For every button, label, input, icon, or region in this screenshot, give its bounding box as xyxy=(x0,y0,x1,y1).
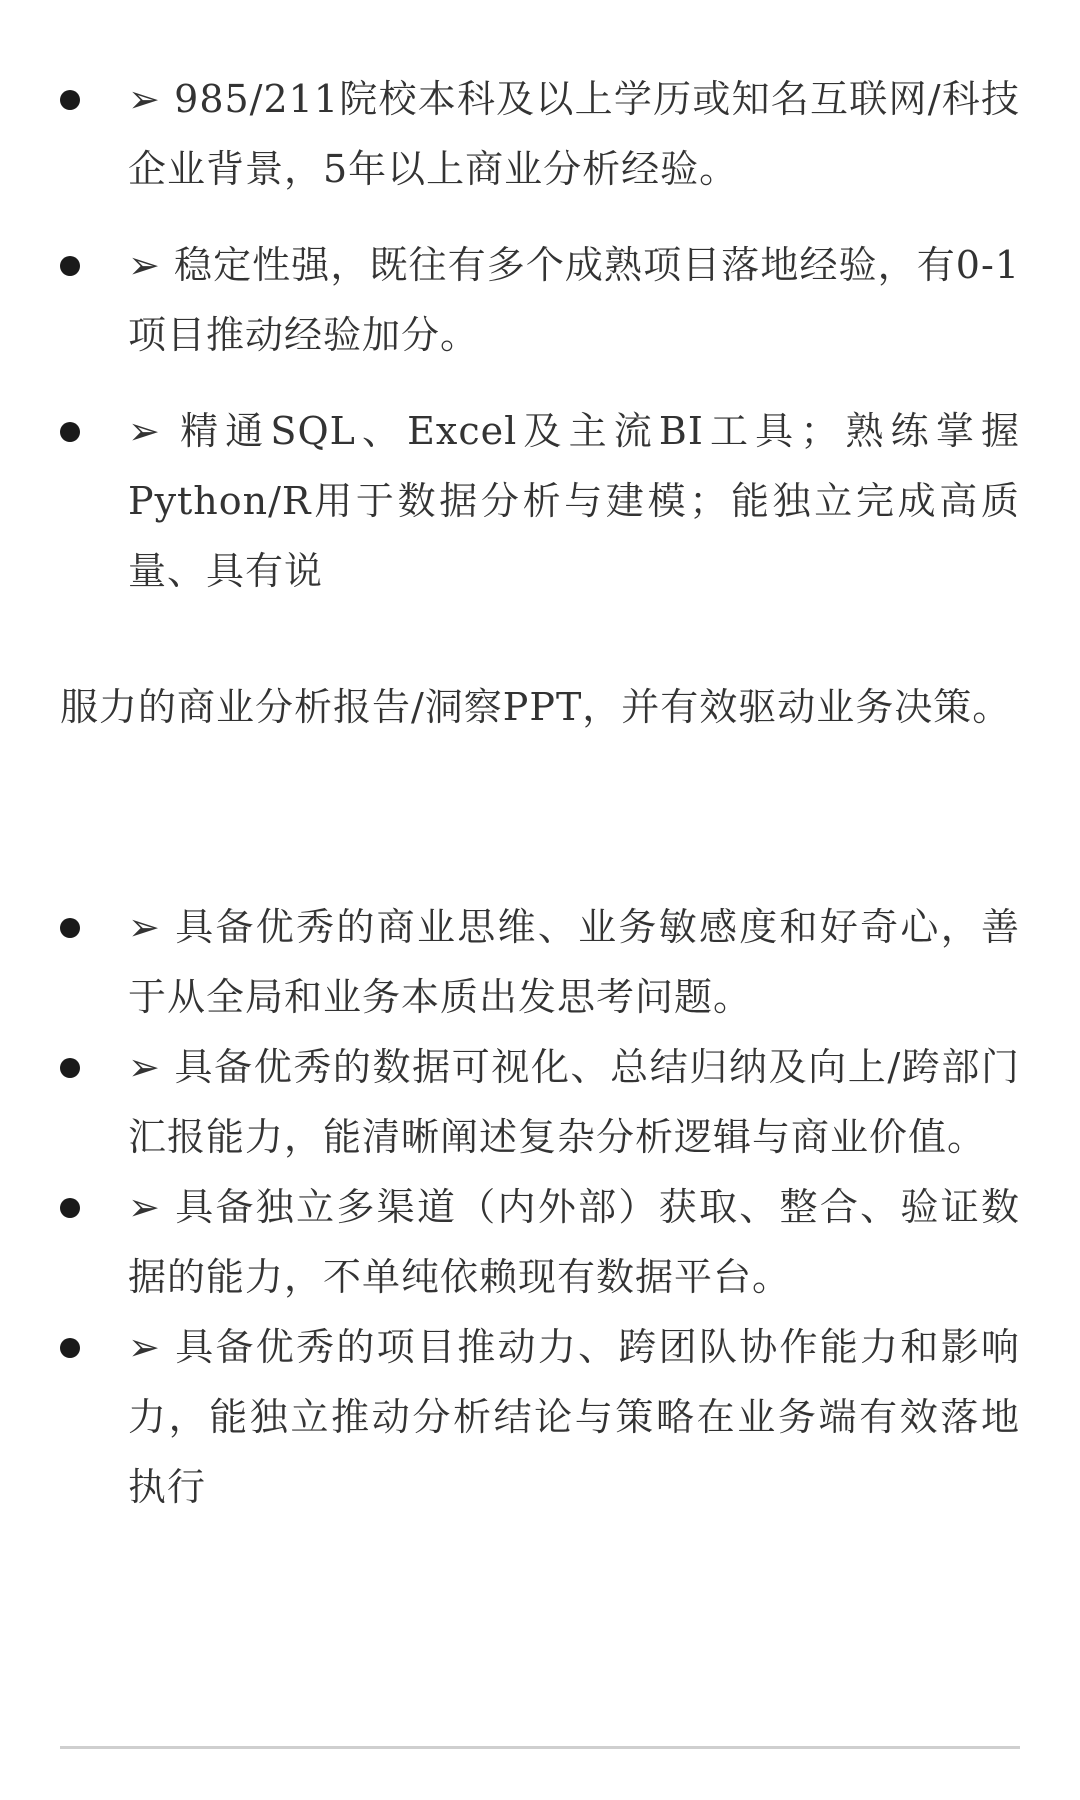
list-item-text: ➢ 精通SQL、Excel及主流BI工具；熟练掌握Python/R用于数据分析与建模；能独立完成高质量、具有说 xyxy=(128,409,1020,593)
continuation-paragraph: 服力的商业分析报告/洞察PPT，并有效驱动业务决策。 xyxy=(60,685,1012,729)
list-item-text: ➢ 985/211院校本科及以上学历或知名互联网/科技企业背景，5年以上商业分析经验。 xyxy=(128,77,1020,191)
list-item-text: ➢ 稳定性强，既往有多个成熟项目落地经验，有0-1项目推动经验加分。 xyxy=(128,243,1020,357)
bullet-dot-icon xyxy=(60,1338,80,1358)
list-item xyxy=(60,1312,1020,1522)
list-item xyxy=(60,892,1020,1032)
list-item-text: ➢ 具备优秀的商业思维、业务敏感度和好奇心，善于从全局和业务本质出发思考问题。 xyxy=(128,905,1020,1019)
section-divider xyxy=(60,1746,1020,1749)
list-item-text: ➢ 具备优秀的项目推动力、跨团队协作能力和影响力，能独立推动分析结论与策略在业务端有效落地执行 xyxy=(128,1325,1020,1509)
bullet-dot-icon xyxy=(60,90,80,110)
bullet-dot-icon xyxy=(60,918,80,938)
requirements-list-bottom xyxy=(60,892,1020,1522)
list-item xyxy=(60,64,1020,204)
bullet-dot-icon xyxy=(60,256,80,276)
list-item-text: ➢ 具备独立多渠道（内外部）获取、整合、验证数据的能力，不单纯依赖现有数据平台。 xyxy=(128,1185,1020,1299)
list-item xyxy=(60,396,1020,606)
list-item xyxy=(60,1172,1020,1312)
bullet-dot-icon xyxy=(60,1198,80,1218)
list-item xyxy=(60,230,1020,370)
bullet-dot-icon xyxy=(60,1058,80,1078)
requirements-list-top xyxy=(60,64,1020,632)
bullet-dot-icon xyxy=(60,422,80,442)
list-item xyxy=(60,1032,1020,1172)
list-item-text: ➢ 具备优秀的数据可视化、总结归纳及向上/跨部门汇报能力，能清晰阐述复杂分析逻辑与商业价值。 xyxy=(128,1045,1020,1159)
